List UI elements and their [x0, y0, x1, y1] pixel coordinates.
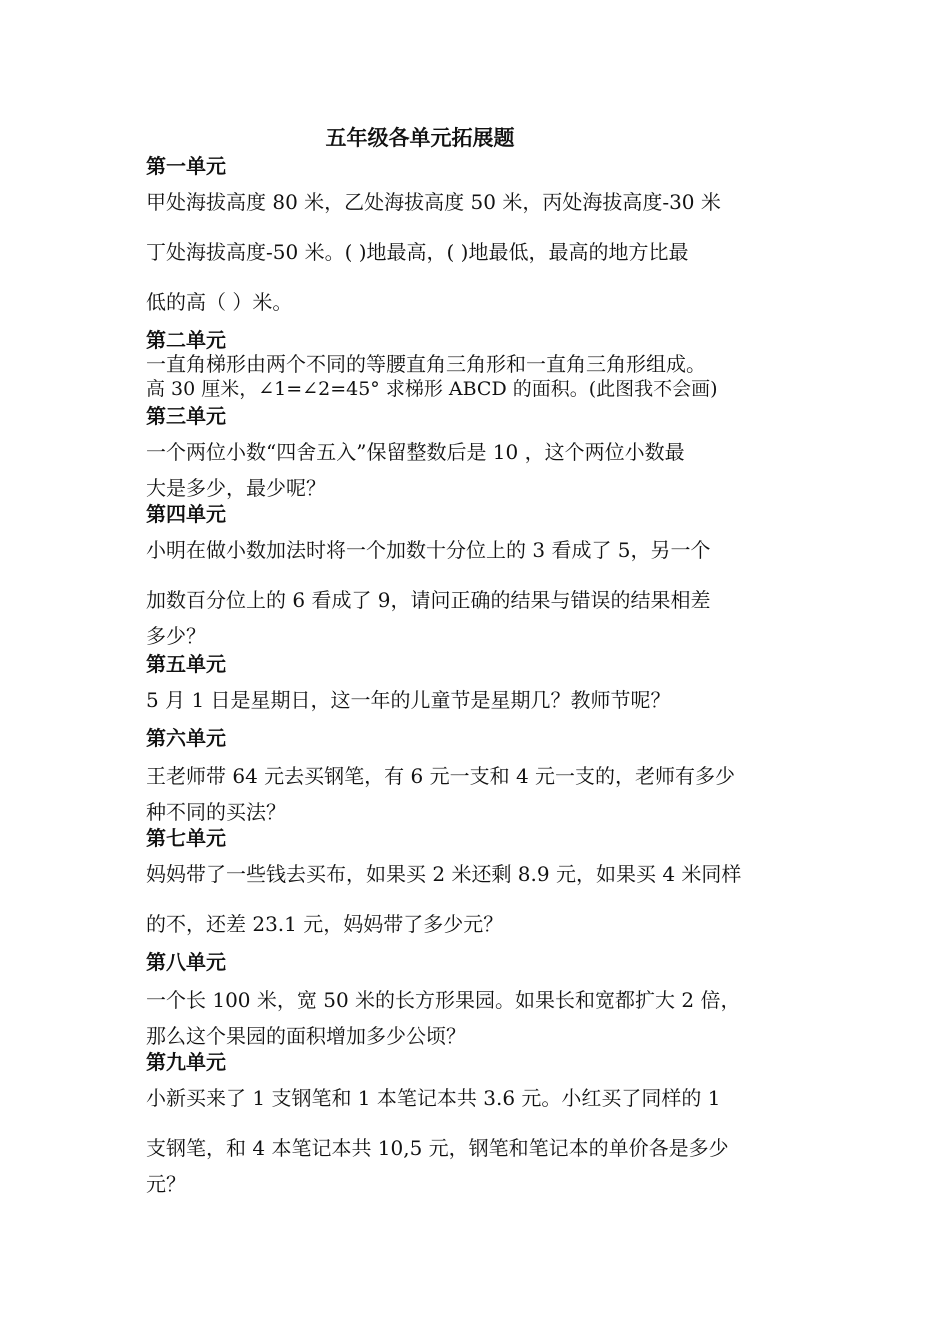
unit-1-heading: 第一单元	[146, 154, 226, 178]
unit-2-heading: 第二单元	[146, 328, 226, 352]
unit-2-line-2: 高 30 厘米，∠1=∠2=45° 求梯形 ABCD 的面积。(此图我不会画)	[146, 378, 718, 400]
unit-9-heading: 第九单元	[146, 1050, 226, 1074]
unit-7-line-2: 的不，还差 23.1 元，妈妈带了多少元？	[146, 912, 504, 936]
unit-9-line-1: 小新买来了 1 支钢笔和 1 本笔记本共 3.6 元。小红买了同样的 1	[146, 1086, 721, 1110]
unit-8-line-1: 一个长 100 米，宽 50 米的长方形果园。如果长和宽都扩大 2 倍，	[146, 988, 741, 1012]
unit-4-heading: 第四单元	[146, 502, 226, 526]
unit-7-heading: 第七单元	[146, 826, 226, 850]
unit-8-heading: 第八单元	[146, 950, 226, 974]
unit-6-line-2: 种不同的买法？	[146, 800, 286, 824]
unit-5-line-1: 5 月 1 日是星期日，这一年的儿童节是星期几？教师节呢？	[146, 688, 671, 712]
unit-6-heading: 第六单元	[146, 726, 226, 750]
unit-2-line-1: 一直角梯形由两个不同的等腰直角三角形和一直角三角形组成。	[146, 352, 706, 376]
unit-1-line-1: 甲处海拔高度 80 米，乙处海拔高度 50 米，丙处海拔高度-30 米	[146, 190, 721, 214]
unit-9-line-3: 元？	[146, 1172, 186, 1196]
document-title: 五年级各单元拓展题	[325, 126, 515, 150]
unit-4-line-2: 加数百分位上的 6 看成了 9，请问正确的结果与错误的结果相差	[146, 588, 711, 612]
unit-3-line-1: 一个两位小数“四舍五入”保留整数后是 10 ，这个两位小数最	[146, 440, 685, 464]
unit-8-line-2: 那么这个果园的面积增加多少公顷？	[146, 1024, 466, 1048]
unit-7-line-1: 妈妈带了一些钱去买布，如果买 2 米还剩 8.9 元，如果买 4 米同样	[146, 862, 742, 886]
unit-6-line-1: 王老师带 64 元去买钢笔，有 6 元一支和 4 元一支的，老师有多少	[146, 764, 736, 788]
unit-4-line-3: 多少？	[146, 624, 206, 648]
unit-9-line-2: 支钢笔，和 4 本笔记本共 10,5 元，钢笔和笔记本的单价各是多少	[146, 1136, 729, 1160]
unit-5-heading: 第五单元	[146, 652, 226, 676]
unit-4-line-1: 小明在做小数加法时将一个加数十分位上的 3 看成了 5，另一个	[146, 538, 711, 562]
unit-3-line-2: 大是多少，最少呢？	[146, 476, 326, 500]
unit-1-line-3: 低的高（ ）米。	[146, 290, 293, 314]
unit-1-line-2: 丁处海拔高度-50 米。( )地最高，( )地最低，最高的地方比最	[146, 240, 689, 264]
unit-3-heading: 第三单元	[146, 404, 226, 428]
